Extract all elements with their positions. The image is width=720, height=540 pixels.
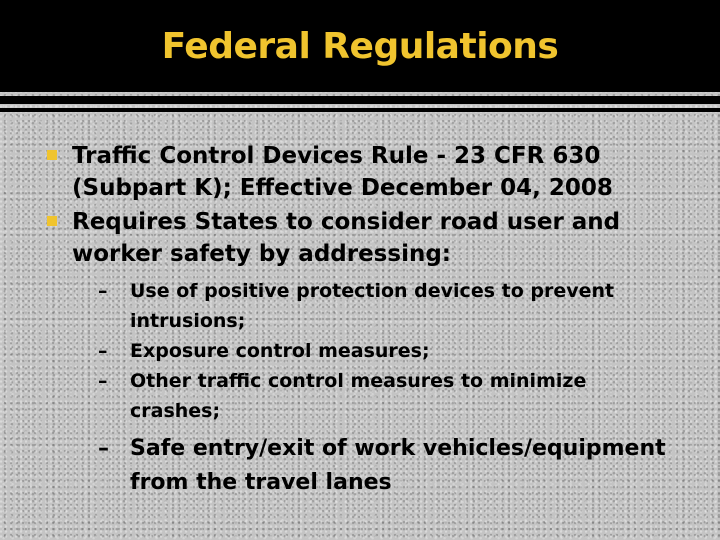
sub-bullet-text: Safe entry/exit of work vehicles/equipment from the travel lanes — [130, 436, 666, 495]
sub-bullet-item — [0, 432, 690, 500]
dash-icon: – — [98, 280, 108, 302]
sub-bullet-item — [0, 366, 650, 426]
sub-bullet-text: Other traffic control measures to minimize crashes; — [130, 370, 587, 422]
sub-bullet-text: Use of positive protection devices to prevent intrusions; — [130, 280, 615, 332]
bullet-item — [0, 140, 692, 204]
sub-bullet-text: Exposure control measures; — [130, 340, 430, 362]
title-bar — [0, 0, 720, 92]
square-bullet-icon — [47, 216, 57, 226]
slide-content — [0, 140, 720, 500]
dash-icon: – — [98, 436, 109, 461]
bullet-text: Requires States to consider road user and worker safety by addressing: — [72, 209, 621, 267]
header-divider-thick — [0, 96, 720, 104]
slide-title: Federal Regulations — [161, 25, 559, 67]
dash-icon: – — [98, 370, 108, 392]
square-bullet-icon — [47, 150, 57, 160]
sub-bullet-item — [0, 276, 650, 336]
sub-bullet-item — [0, 336, 650, 366]
header-divider-thin — [0, 108, 720, 112]
bullet-text: Traffic Control Devices Rule - 23 CFR 630 (Subpart K); Effective December 04, 2008 — [72, 143, 613, 201]
dash-icon: – — [98, 340, 108, 362]
bullet-item — [0, 206, 692, 270]
